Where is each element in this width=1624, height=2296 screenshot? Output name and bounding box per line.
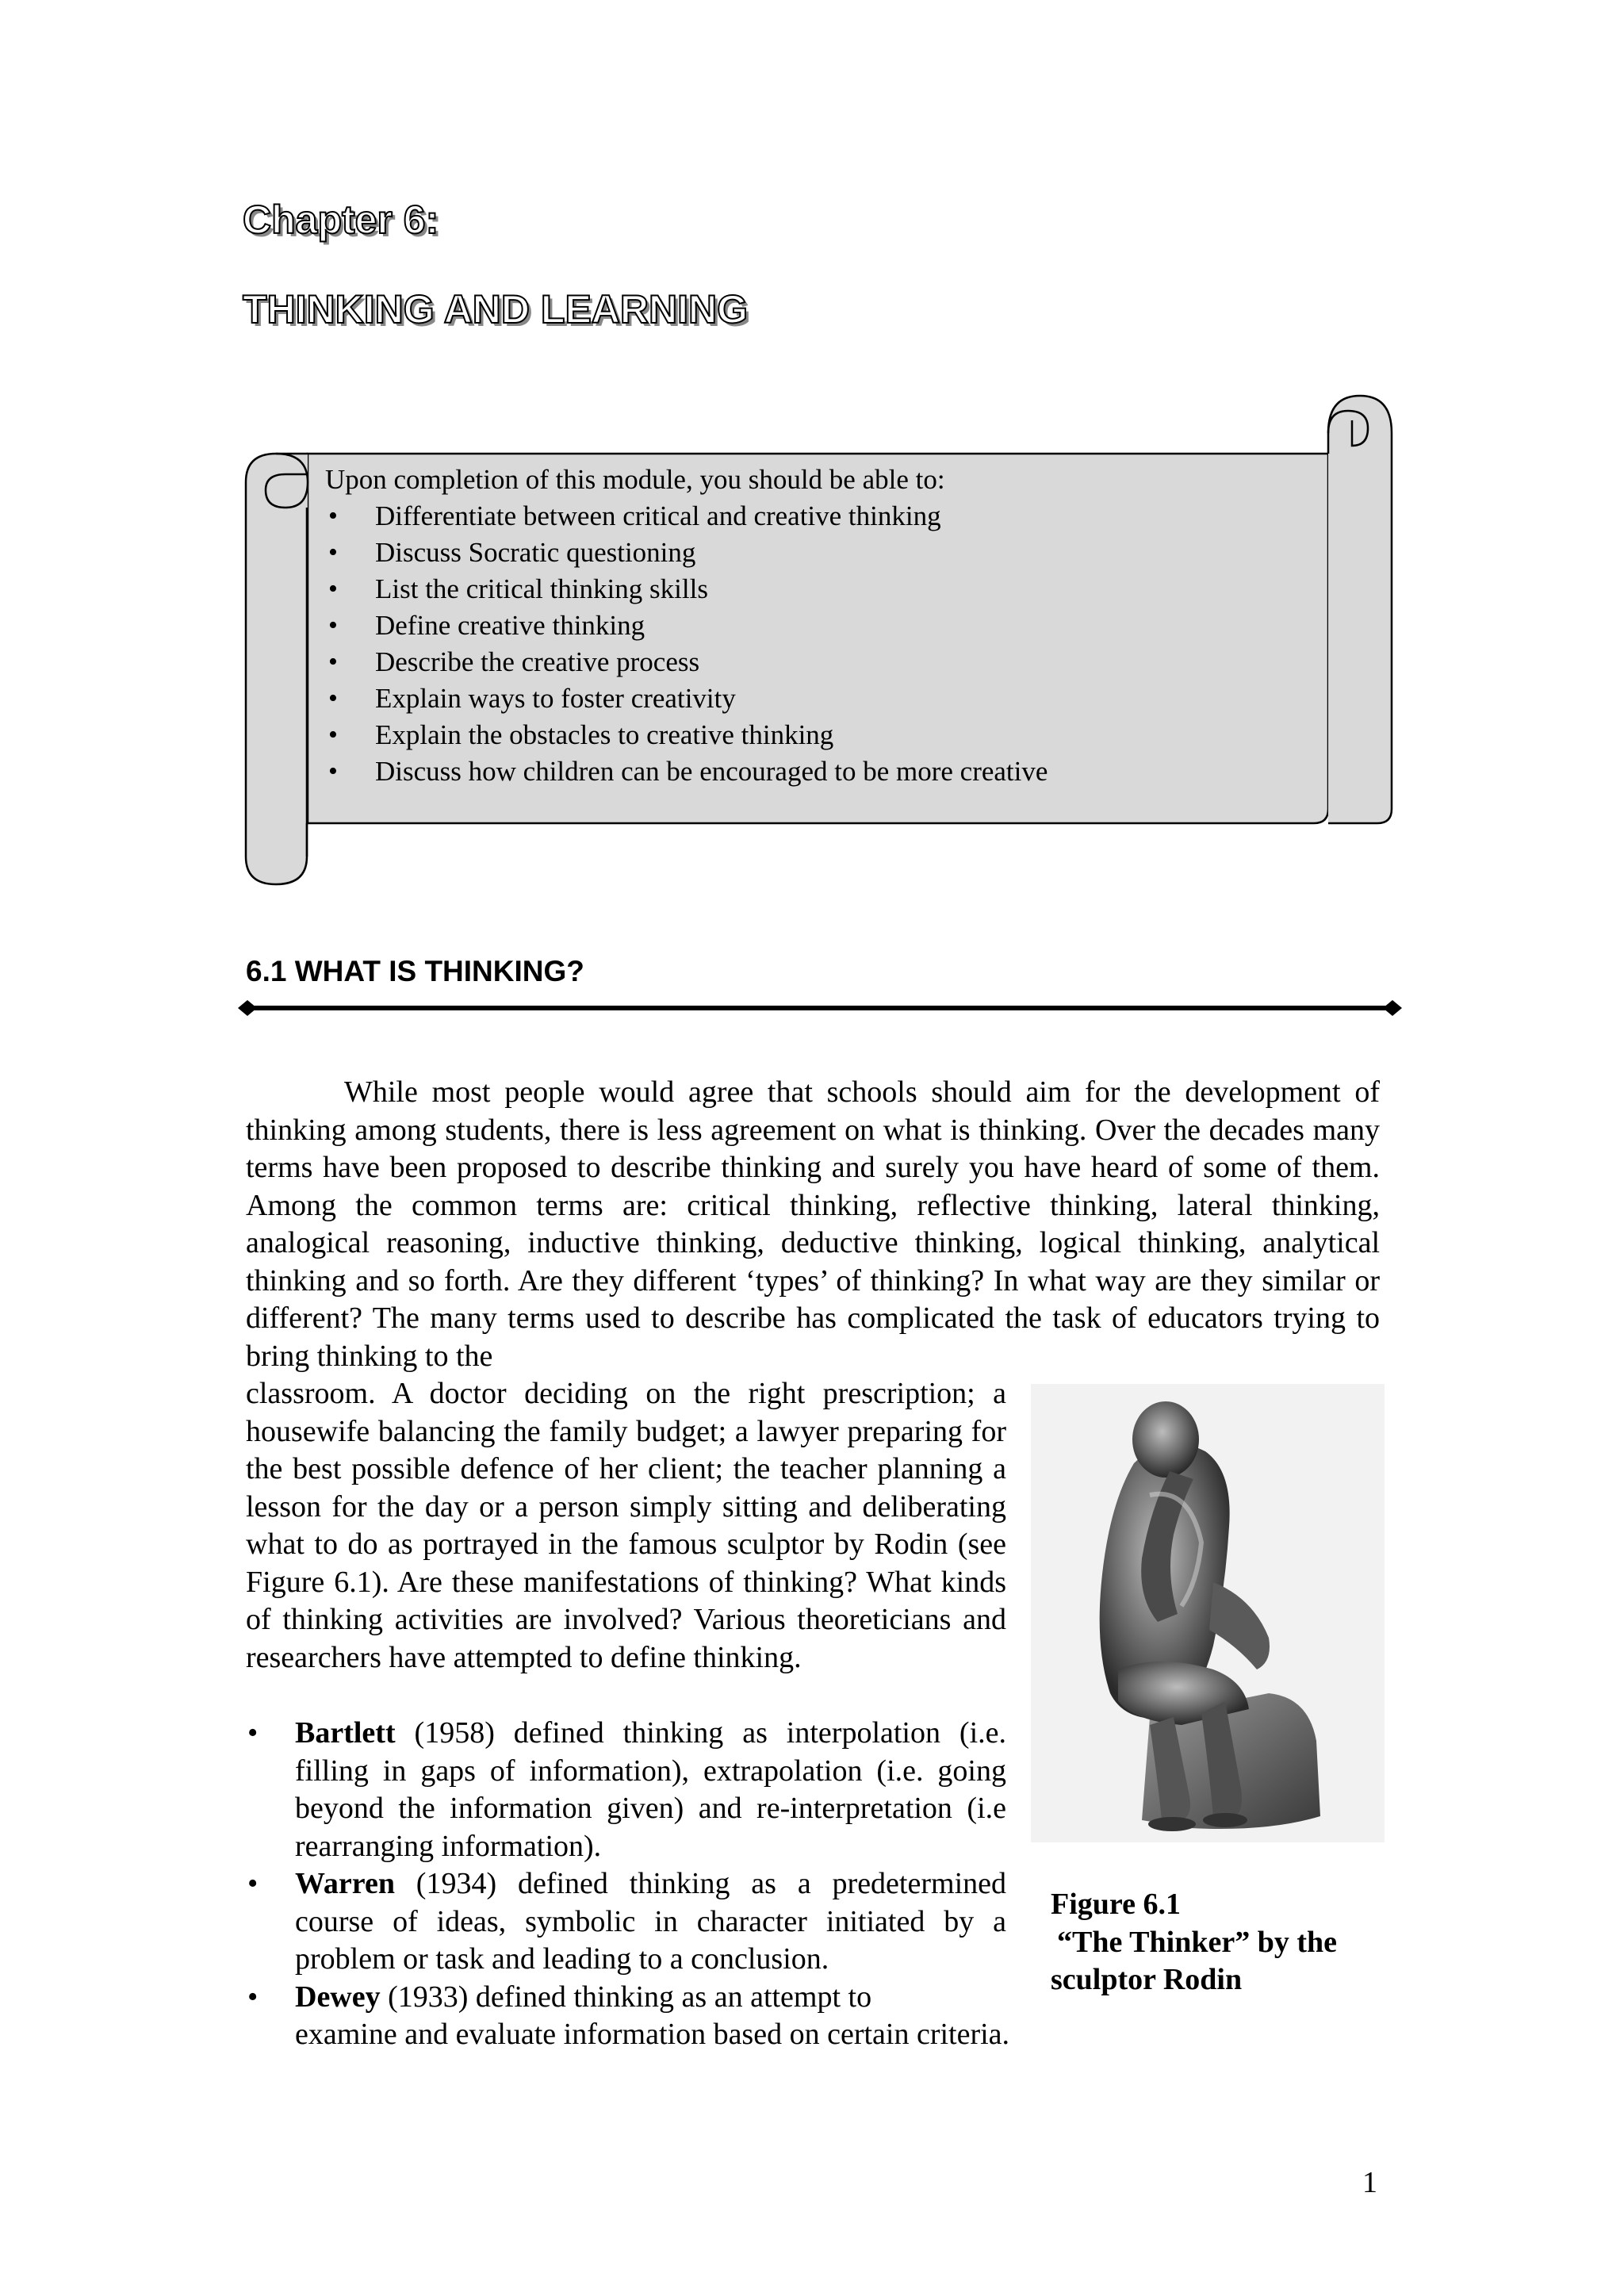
thinker-sculpture-image xyxy=(1031,1384,1385,1842)
section-title: 6.1 WHAT IS THINKING? xyxy=(246,955,584,987)
definition-author: Bartlett xyxy=(295,1716,396,1750)
definition-text: (1958) defined thinking as interpolation (i.e. filling in gaps of information), extrapolation (i.e. going beyond the information given) and re-interpretation (i.e rearranging information). xyxy=(295,1716,1006,1863)
figure-caption-credit: sculptor Rodin xyxy=(1051,1963,1243,1996)
wrapped-paragraph xyxy=(246,1375,1006,1677)
objective-item: • Explain ways to foster creativity xyxy=(325,680,1356,717)
figure-caption-title: “The Thinker” by the xyxy=(1057,1925,1337,1959)
chapter-label: Chapter 6: xyxy=(243,197,439,242)
objective-item: • Define creative thinking xyxy=(325,608,1356,644)
objectives-intro: Upon completion of this module, you should be able to: xyxy=(325,464,945,495)
figure-caption xyxy=(1051,1886,1384,1999)
objective-item: • Discuss how children can be encouraged to be more creative xyxy=(325,753,1356,790)
objective-item: • List the critical thinking skills xyxy=(325,571,1356,608)
figure-caption-label: Figure 6.1 xyxy=(1051,1888,1181,1921)
definition-text: (1934) defined thinking as a predetermined course of ideas, symbolic in character initiated by a problem or task and leading to a conclusion. xyxy=(295,1867,1006,1976)
definition-item xyxy=(246,1865,1006,1979)
definition-author: Dewey xyxy=(295,1980,381,2014)
definition-author: Warren xyxy=(295,1867,395,1900)
objectives-box xyxy=(325,462,1356,790)
definition-item xyxy=(246,1979,1006,2017)
objective-item: • Differentiate between critical and creative thinking xyxy=(325,498,1356,535)
dewey-continuation: examine and evaluate information based on certain criteria. xyxy=(295,2018,1010,2051)
definition-item xyxy=(246,1715,1006,1865)
objective-item: • Discuss Socratic questioning xyxy=(325,535,1356,571)
intro-paragraph-text: While most people would agree that schools should aim for the development of thinking among students, there is less agreement on what is thinking. Over the decades many terms have been proposed to describe thinking and surely you have heard of some of them. Among the common terms are: critical thinking, reflective thinking, lateral thinking, analogical reasoning, inductive thinking, deductive thinking, logical thinking, analytical thinking and so forth. Are they different ‘types’ of thinking? In what way are they similar or different? The many terms used to describe has complicated the task of educators trying to bring thinking to the xyxy=(246,1075,1380,1373)
objective-item: • Describe the creative process xyxy=(325,644,1356,680)
wrapped-paragraph-text: classroom. A doctor deciding on the right prescription; a housewife balancing the family budget; a lawyer preparing for the best possible defence of her client; the teacher planning a lesson for the day or a person simply sitting and deliberating what to do as portrayed in the famous sculptor by Rodin (see Figure 6.1). Are these manifestations of thinking? What kinds of thinking activities are involved? Various theoreticians and researchers have attempted to define thinking. xyxy=(246,1377,1006,1674)
section-divider xyxy=(236,996,1404,1020)
definitions-list xyxy=(246,1715,1006,2016)
intro-paragraph xyxy=(246,1074,1380,1375)
page-number: 1 xyxy=(1362,2166,1377,2199)
objectives-list xyxy=(325,498,1356,790)
objective-item: • Explain the obstacles to creative thinking xyxy=(325,717,1356,753)
chapter-title: THINKING AND LEARNING xyxy=(243,287,749,332)
definition-text: (1933) defined thinking as an attempt to xyxy=(380,1980,872,2014)
